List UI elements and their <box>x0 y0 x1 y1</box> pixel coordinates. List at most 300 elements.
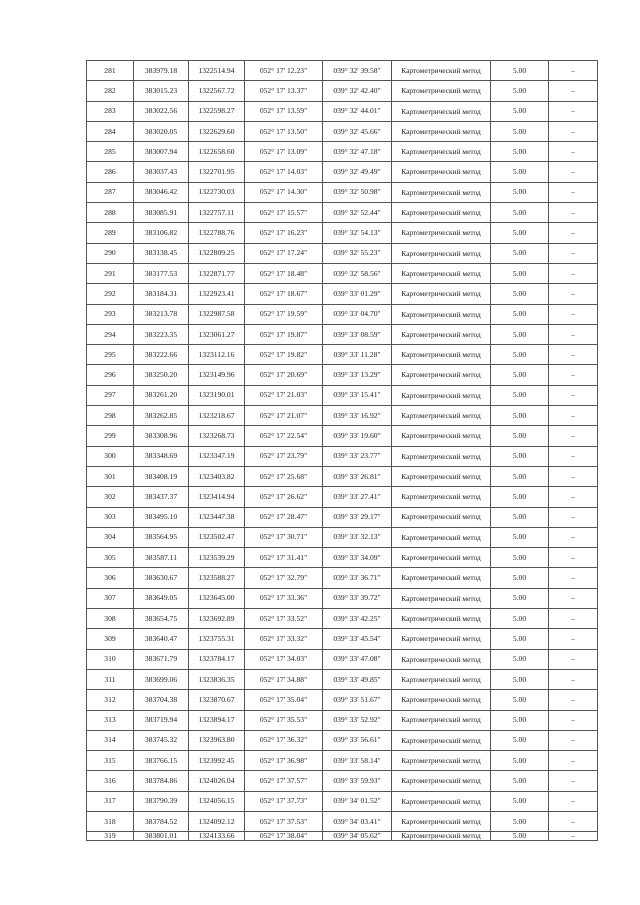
latitude-cell: 052° 17' 14.03" <box>245 162 323 182</box>
point-number-cell: 319 <box>87 832 134 841</box>
method-cell: Картометрический метод <box>392 629 491 649</box>
accuracy-cell: 5.00 <box>491 243 549 263</box>
method-cell: Картометрический метод <box>392 527 491 547</box>
accuracy-cell: 5.00 <box>491 61 549 81</box>
description-cell: – <box>549 609 598 629</box>
description-cell: – <box>549 669 598 689</box>
table-row <box>87 223 598 243</box>
point-number-cell: 293 <box>87 304 134 324</box>
method-cell: Картометрический метод <box>392 568 491 588</box>
point-number-cell: 309 <box>87 629 134 649</box>
method-cell: Картометрический метод <box>392 182 491 202</box>
latitude-cell: 052° 17' 19.82" <box>245 345 323 365</box>
table-row <box>87 81 598 101</box>
latitude-cell: 052° 17' 36.32" <box>245 730 323 750</box>
accuracy-cell: 5.00 <box>491 466 549 486</box>
longitude-cell: 039° 34' 05.62" <box>323 832 392 841</box>
point-number-cell: 294 <box>87 324 134 344</box>
point-number-cell: 317 <box>87 791 134 811</box>
x-coordinate-cell: 383979.18 <box>134 61 189 81</box>
accuracy-cell: 5.00 <box>491 81 549 101</box>
longitude-cell: 039° 33' 16.92" <box>323 406 392 426</box>
longitude-cell: 039° 32' 55.23" <box>323 243 392 263</box>
x-coordinate-cell: 383261.20 <box>134 385 189 405</box>
description-cell: – <box>549 101 598 121</box>
accuracy-cell: 5.00 <box>491 263 549 283</box>
method-cell: Картометрический метод <box>392 243 491 263</box>
description-cell: – <box>549 203 598 223</box>
table-body <box>87 61 598 841</box>
accuracy-cell: 5.00 <box>491 182 549 202</box>
y-coordinate-cell: 1324026.04 <box>189 771 245 791</box>
latitude-cell: 052° 17' 32.79" <box>245 568 323 588</box>
method-cell: Картометрический метод <box>392 466 491 486</box>
latitude-cell: 052° 17' 19.59" <box>245 304 323 324</box>
longitude-cell: 039° 33' 49.85" <box>323 669 392 689</box>
y-coordinate-cell: 1322788.76 <box>189 223 245 243</box>
y-coordinate-cell: 1324092.12 <box>189 811 245 831</box>
y-coordinate-cell: 1323539.29 <box>189 548 245 568</box>
point-number-cell: 296 <box>87 365 134 385</box>
y-coordinate-cell: 1322757.11 <box>189 203 245 223</box>
x-coordinate-cell: 383654.75 <box>134 609 189 629</box>
x-coordinate-cell: 383699.06 <box>134 669 189 689</box>
x-coordinate-cell: 383037.43 <box>134 162 189 182</box>
description-cell: – <box>549 730 598 750</box>
table-row <box>87 142 598 162</box>
method-cell: Картометрический метод <box>392 487 491 507</box>
y-coordinate-cell: 1323992.45 <box>189 751 245 771</box>
latitude-cell: 052° 17' 23.79" <box>245 446 323 466</box>
longitude-cell: 039° 33' 04.70" <box>323 304 392 324</box>
method-cell: Картометрический метод <box>392 324 491 344</box>
table-row <box>87 811 598 831</box>
point-number-cell: 314 <box>87 730 134 750</box>
accuracy-cell: 5.00 <box>491 385 549 405</box>
y-coordinate-cell: 1322809.25 <box>189 243 245 263</box>
table-row <box>87 324 598 344</box>
table-row <box>87 345 598 365</box>
point-number-cell: 313 <box>87 710 134 730</box>
x-coordinate-cell: 383015.23 <box>134 81 189 101</box>
x-coordinate-cell: 383640.47 <box>134 629 189 649</box>
latitude-cell: 052° 17' 18.48" <box>245 263 323 283</box>
table-row <box>87 304 598 324</box>
latitude-cell: 052° 17' 34.03" <box>245 649 323 669</box>
accuracy-cell: 5.00 <box>491 324 549 344</box>
description-cell: – <box>549 304 598 324</box>
latitude-cell: 052° 17' 16.23" <box>245 223 323 243</box>
method-cell: Картометрический метод <box>392 385 491 405</box>
description-cell: – <box>549 142 598 162</box>
point-number-cell: 305 <box>87 548 134 568</box>
x-coordinate-cell: 383784.52 <box>134 811 189 831</box>
coordinates-table <box>86 60 598 841</box>
longitude-cell: 039° 33' 42.25" <box>323 609 392 629</box>
accuracy-cell: 5.00 <box>491 142 549 162</box>
accuracy-cell: 5.00 <box>491 446 549 466</box>
x-coordinate-cell: 383022.56 <box>134 101 189 121</box>
method-cell: Картометрический метод <box>392 162 491 182</box>
table-row <box>87 385 598 405</box>
longitude-cell: 039° 33' 47.08" <box>323 649 392 669</box>
accuracy-cell: 5.00 <box>491 730 549 750</box>
point-number-cell: 312 <box>87 690 134 710</box>
y-coordinate-cell: 1322871.77 <box>189 263 245 283</box>
method-cell: Картометрический метод <box>392 649 491 669</box>
latitude-cell: 052° 17' 18.67" <box>245 284 323 304</box>
description-cell: – <box>549 629 598 649</box>
longitude-cell: 039° 33' 15.41" <box>323 385 392 405</box>
x-coordinate-cell: 383223.35 <box>134 324 189 344</box>
x-coordinate-cell: 383495.10 <box>134 507 189 527</box>
table-row <box>87 203 598 223</box>
description-cell: – <box>549 751 598 771</box>
x-coordinate-cell: 383790.39 <box>134 791 189 811</box>
description-cell: – <box>549 345 598 365</box>
method-cell: Картометрический метод <box>392 406 491 426</box>
y-coordinate-cell: 1323112.16 <box>189 345 245 365</box>
accuracy-cell: 5.00 <box>491 710 549 730</box>
accuracy-cell: 5.00 <box>491 548 549 568</box>
latitude-cell: 052° 17' 37.53" <box>245 811 323 831</box>
longitude-cell: 039° 34' 01.52" <box>323 791 392 811</box>
longitude-cell: 039° 33' 58.14" <box>323 751 392 771</box>
y-coordinate-cell: 1323870.67 <box>189 690 245 710</box>
table-row <box>87 771 598 791</box>
latitude-cell: 052° 17' 38.04" <box>245 832 323 841</box>
y-coordinate-cell: 1323963.80 <box>189 730 245 750</box>
table-row <box>87 730 598 750</box>
y-coordinate-cell: 1322701.95 <box>189 162 245 182</box>
point-number-cell: 311 <box>87 669 134 689</box>
longitude-cell: 039° 33' 59.93" <box>323 771 392 791</box>
x-coordinate-cell: 383213.78 <box>134 304 189 324</box>
table-row <box>87 791 598 811</box>
point-number-cell: 315 <box>87 751 134 771</box>
table-row <box>87 121 598 141</box>
description-cell: – <box>549 568 598 588</box>
x-coordinate-cell: 383630.67 <box>134 568 189 588</box>
description-cell: – <box>549 771 598 791</box>
method-cell: Картометрический метод <box>392 121 491 141</box>
x-coordinate-cell: 383250.20 <box>134 365 189 385</box>
method-cell: Картометрический метод <box>392 710 491 730</box>
longitude-cell: 039° 33' 29.17" <box>323 507 392 527</box>
x-coordinate-cell: 383745.32 <box>134 730 189 750</box>
y-coordinate-cell: 1323692.89 <box>189 609 245 629</box>
method-cell: Картометрический метод <box>392 446 491 466</box>
accuracy-cell: 5.00 <box>491 527 549 547</box>
point-number-cell: 308 <box>87 609 134 629</box>
y-coordinate-cell: 1324133.66 <box>189 832 245 841</box>
table-row <box>87 182 598 202</box>
longitude-cell: 039° 33' 08.59" <box>323 324 392 344</box>
accuracy-cell: 5.00 <box>491 811 549 831</box>
description-cell: – <box>549 690 598 710</box>
accuracy-cell: 5.00 <box>491 751 549 771</box>
latitude-cell: 052° 17' 12.23" <box>245 61 323 81</box>
point-number-cell: 299 <box>87 426 134 446</box>
longitude-cell: 039° 32' 44.01" <box>323 101 392 121</box>
method-cell: Картометрический метод <box>392 730 491 750</box>
accuracy-cell: 5.00 <box>491 406 549 426</box>
x-coordinate-cell: 383184.31 <box>134 284 189 304</box>
description-cell: – <box>549 710 598 730</box>
longitude-cell: 039° 32' 45.66" <box>323 121 392 141</box>
longitude-cell: 039° 33' 39.72" <box>323 588 392 608</box>
table-row <box>87 426 598 446</box>
table-row <box>87 568 598 588</box>
method-cell: Картометрический метод <box>392 284 491 304</box>
point-number-cell: 300 <box>87 446 134 466</box>
point-number-cell: 301 <box>87 466 134 486</box>
x-coordinate-cell: 383766.15 <box>134 751 189 771</box>
latitude-cell: 052° 17' 37.73" <box>245 791 323 811</box>
description-cell: – <box>549 121 598 141</box>
method-cell: Картометрический метод <box>392 101 491 121</box>
method-cell: Картометрический метод <box>392 142 491 162</box>
point-number-cell: 307 <box>87 588 134 608</box>
method-cell: Картометрический метод <box>392 548 491 568</box>
x-coordinate-cell: 383046.42 <box>134 182 189 202</box>
description-cell: – <box>549 426 598 446</box>
table-row <box>87 446 598 466</box>
method-cell: Картометрический метод <box>392 365 491 385</box>
longitude-cell: 039° 33' 52.92" <box>323 710 392 730</box>
longitude-cell: 039° 32' 52.44" <box>323 203 392 223</box>
table-row <box>87 406 598 426</box>
point-number-cell: 303 <box>87 507 134 527</box>
point-number-cell: 282 <box>87 81 134 101</box>
table-row <box>87 487 598 507</box>
longitude-cell: 039° 33' 27.41" <box>323 487 392 507</box>
longitude-cell: 039° 33' 36.71" <box>323 568 392 588</box>
latitude-cell: 052° 17' 13.09" <box>245 142 323 162</box>
y-coordinate-cell: 1323447.38 <box>189 507 245 527</box>
y-coordinate-cell: 1323588.27 <box>189 568 245 588</box>
method-cell: Картометрический метод <box>392 507 491 527</box>
table-row <box>87 284 598 304</box>
table-row <box>87 263 598 283</box>
table-row <box>87 61 598 81</box>
description-cell: – <box>549 284 598 304</box>
longitude-cell: 039° 33' 13.29" <box>323 365 392 385</box>
point-number-cell: 284 <box>87 121 134 141</box>
y-coordinate-cell: 1323347.19 <box>189 446 245 466</box>
longitude-cell: 039° 32' 47.18" <box>323 142 392 162</box>
table-row <box>87 832 598 841</box>
latitude-cell: 052° 17' 15.57" <box>245 203 323 223</box>
y-coordinate-cell: 1322730.03 <box>189 182 245 202</box>
point-number-cell: 292 <box>87 284 134 304</box>
description-cell: – <box>549 243 598 263</box>
y-coordinate-cell: 1323836.35 <box>189 669 245 689</box>
point-number-cell: 316 <box>87 771 134 791</box>
point-number-cell: 287 <box>87 182 134 202</box>
point-number-cell: 302 <box>87 487 134 507</box>
description-cell: – <box>549 263 598 283</box>
accuracy-cell: 5.00 <box>491 223 549 243</box>
accuracy-cell: 5.00 <box>491 487 549 507</box>
longitude-cell: 039° 33' 45.54" <box>323 629 392 649</box>
table-row <box>87 751 598 771</box>
accuracy-cell: 5.00 <box>491 629 549 649</box>
longitude-cell: 039° 32' 42.40" <box>323 81 392 101</box>
method-cell: Картометрический метод <box>392 304 491 324</box>
x-coordinate-cell: 383801.01 <box>134 832 189 841</box>
method-cell: Картометрический метод <box>392 811 491 831</box>
accuracy-cell: 5.00 <box>491 832 549 841</box>
table-row <box>87 548 598 568</box>
table-row <box>87 101 598 121</box>
method-cell: Картометрический метод <box>392 223 491 243</box>
table-row <box>87 243 598 263</box>
latitude-cell: 052° 17' 14.30" <box>245 182 323 202</box>
accuracy-cell: 5.00 <box>491 304 549 324</box>
description-cell: – <box>549 588 598 608</box>
latitude-cell: 052° 17' 33.32" <box>245 629 323 649</box>
latitude-cell: 052° 17' 13.50" <box>245 121 323 141</box>
description-cell: – <box>549 324 598 344</box>
latitude-cell: 052° 17' 36.98" <box>245 751 323 771</box>
method-cell: Картометрический метод <box>392 832 491 841</box>
description-cell: – <box>549 365 598 385</box>
y-coordinate-cell: 1323403.82 <box>189 466 245 486</box>
latitude-cell: 052° 17' 21.03" <box>245 385 323 405</box>
y-coordinate-cell: 1322567.72 <box>189 81 245 101</box>
point-number-cell: 289 <box>87 223 134 243</box>
accuracy-cell: 5.00 <box>491 203 549 223</box>
description-cell: – <box>549 385 598 405</box>
table-row <box>87 649 598 669</box>
table-row <box>87 690 598 710</box>
point-number-cell: 281 <box>87 61 134 81</box>
latitude-cell: 052° 17' 13.59" <box>245 101 323 121</box>
description-cell: – <box>549 446 598 466</box>
table-row <box>87 507 598 527</box>
method-cell: Картометрический метод <box>392 669 491 689</box>
y-coordinate-cell: 1323268.73 <box>189 426 245 446</box>
x-coordinate-cell: 383262.85 <box>134 406 189 426</box>
table-row <box>87 629 598 649</box>
x-coordinate-cell: 383177.53 <box>134 263 189 283</box>
accuracy-cell: 5.00 <box>491 345 549 365</box>
y-coordinate-cell: 1323149.96 <box>189 365 245 385</box>
y-coordinate-cell: 1324056.15 <box>189 791 245 811</box>
x-coordinate-cell: 383671.79 <box>134 649 189 669</box>
accuracy-cell: 5.00 <box>491 649 549 669</box>
x-coordinate-cell: 383719.94 <box>134 710 189 730</box>
table-row <box>87 669 598 689</box>
description-cell: – <box>549 507 598 527</box>
point-number-cell: 286 <box>87 162 134 182</box>
description-cell: – <box>549 811 598 831</box>
description-cell: – <box>549 791 598 811</box>
accuracy-cell: 5.00 <box>491 121 549 141</box>
description-cell: – <box>549 649 598 669</box>
accuracy-cell: 5.00 <box>491 669 549 689</box>
x-coordinate-cell: 383437.37 <box>134 487 189 507</box>
description-cell: – <box>549 548 598 568</box>
latitude-cell: 052° 17' 33.52" <box>245 609 323 629</box>
accuracy-cell: 5.00 <box>491 771 549 791</box>
point-number-cell: 298 <box>87 406 134 426</box>
accuracy-cell: 5.00 <box>491 609 549 629</box>
method-cell: Картометрический метод <box>392 690 491 710</box>
y-coordinate-cell: 1323755.31 <box>189 629 245 649</box>
latitude-cell: 052° 17' 35.04" <box>245 690 323 710</box>
method-cell: Картометрический метод <box>392 263 491 283</box>
x-coordinate-cell: 383408.19 <box>134 466 189 486</box>
point-number-cell: 295 <box>87 345 134 365</box>
latitude-cell: 052° 17' 28.47" <box>245 507 323 527</box>
description-cell: – <box>549 406 598 426</box>
description-cell: – <box>549 487 598 507</box>
point-number-cell: 291 <box>87 263 134 283</box>
latitude-cell: 052° 17' 31.41" <box>245 548 323 568</box>
latitude-cell: 052° 17' 21.07" <box>245 406 323 426</box>
longitude-cell: 039° 32' 54.13" <box>323 223 392 243</box>
description-cell: – <box>549 182 598 202</box>
longitude-cell: 039° 32' 39.58" <box>323 61 392 81</box>
latitude-cell: 052° 17' 35.53" <box>245 710 323 730</box>
longitude-cell: 039° 33' 01.29" <box>323 284 392 304</box>
x-coordinate-cell: 383222.66 <box>134 345 189 365</box>
table-row <box>87 527 598 547</box>
accuracy-cell: 5.00 <box>491 507 549 527</box>
method-cell: Картометрический метод <box>392 345 491 365</box>
y-coordinate-cell: 1323784.17 <box>189 649 245 669</box>
longitude-cell: 039° 33' 11.28" <box>323 345 392 365</box>
latitude-cell: 052° 17' 26.62" <box>245 487 323 507</box>
x-coordinate-cell: 383085.91 <box>134 203 189 223</box>
description-cell: – <box>549 162 598 182</box>
longitude-cell: 039° 33' 56.61" <box>323 730 392 750</box>
x-coordinate-cell: 383587.11 <box>134 548 189 568</box>
point-number-cell: 290 <box>87 243 134 263</box>
description-cell: – <box>549 466 598 486</box>
description-cell: – <box>549 527 598 547</box>
x-coordinate-cell: 383308.96 <box>134 426 189 446</box>
y-coordinate-cell: 1323502.47 <box>189 527 245 547</box>
point-number-cell: 306 <box>87 568 134 588</box>
table-row <box>87 710 598 730</box>
accuracy-cell: 5.00 <box>491 426 549 446</box>
latitude-cell: 052° 17' 13.37" <box>245 81 323 101</box>
accuracy-cell: 5.00 <box>491 690 549 710</box>
description-cell: – <box>549 223 598 243</box>
y-coordinate-cell: 1322629.60 <box>189 121 245 141</box>
y-coordinate-cell: 1323645.00 <box>189 588 245 608</box>
y-coordinate-cell: 1322658.60 <box>189 142 245 162</box>
latitude-cell: 052° 17' 19.87" <box>245 324 323 344</box>
accuracy-cell: 5.00 <box>491 365 549 385</box>
y-coordinate-cell: 1323061.27 <box>189 324 245 344</box>
longitude-cell: 039° 32' 58.56" <box>323 263 392 283</box>
longitude-cell: 039° 32' 49.49" <box>323 162 392 182</box>
point-number-cell: 310 <box>87 649 134 669</box>
x-coordinate-cell: 383138.45 <box>134 243 189 263</box>
accuracy-cell: 5.00 <box>491 101 549 121</box>
point-number-cell: 283 <box>87 101 134 121</box>
latitude-cell: 052° 17' 20.69" <box>245 365 323 385</box>
point-number-cell: 285 <box>87 142 134 162</box>
latitude-cell: 052° 17' 37.57" <box>245 771 323 791</box>
method-cell: Картометрический метод <box>392 81 491 101</box>
description-cell: – <box>549 81 598 101</box>
method-cell: Картометрический метод <box>392 751 491 771</box>
